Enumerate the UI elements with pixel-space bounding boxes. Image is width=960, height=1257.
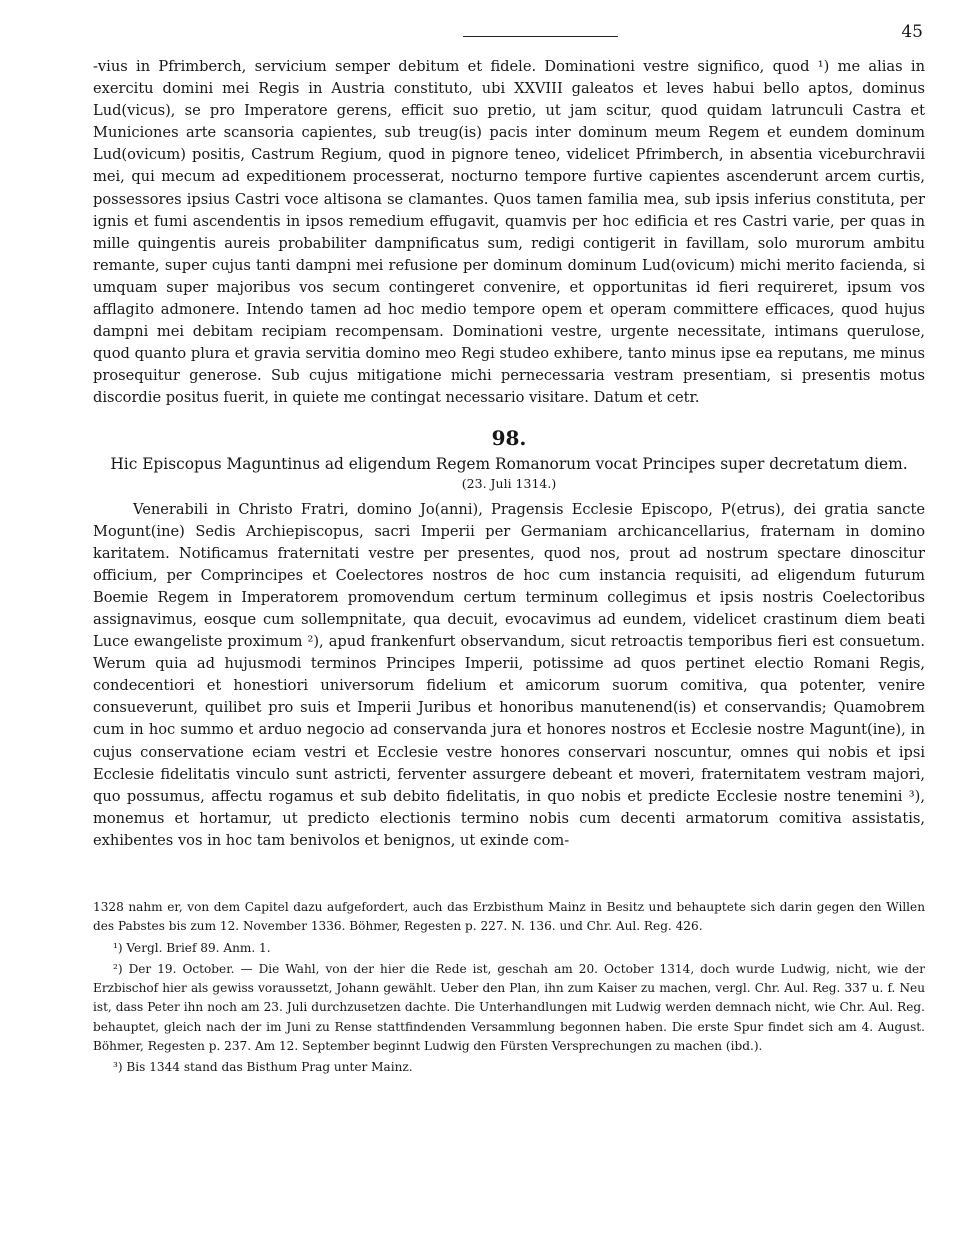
header-rule [463,36,618,37]
footnote-2: ²) Der 19. October. — Die Wahl, von der hier die Rede ist, geschah am 20. October 1314, doch wurde Ludwig, nicht, wie der Erzbischof hier als gewiss voraussetzt, Johann gewählt. Ueber den Plan, ihn zum Kaiser zu machen, vergl. Chr. Aul. Reg. 337 u. f. Neu ist, dass Peter ihn noch am 23. Juli durchzusetzen dachte. Die Unterhandlungen mit Ludwig werden demnach nicht, wie Chr. Aul. Reg. behauptet, gleich nach der im Juni zu Rense stattfindenden Versammlung begonnen haben. Die erste Spur findet sich am 4. August. Böhmer, Regesten p. 237. Am 12. September beginnt Ludwig den Fürsten Versprechungen zu machen (ibd.). [93,961,925,1054]
document-number: 98. [491,425,527,450]
footnote-continuation: 1328 nahm er, von dem Capitel dazu aufgefordert, auch das Erzbisthum Mainz in Besitz und behauptete sich darin gegen den Willen des Pabstes bis zum 12. November 1336. Böhmer, Regesten p. 227. N. 136. und Chr. Aul. Reg. 426. [93,900,925,934]
footnotes [93,898,925,1078]
document-date: (23. Juli 1314.) [461,475,557,491]
footnote-3: ³) Bis 1344 stand das Bisthum Prag unter Mainz. [113,1060,413,1075]
footnote-1: ¹) Vergl. Brief 89. Anm. 1. [113,940,271,955]
document-heading: Hic Episcopus Maguntinus ad eligendum Regem Romanorum vocat Principes super decretatum diem. [110,454,908,473]
document-page [93,22,925,1080]
document-text: Venerabili in Christo Fratri, domino Jo(anni), Pragensis Ecclesie Episcopo, P(etrus), dei gratia sancte Mogunt(ine) Sedis Archiepiscopus, sacri Imperii per Germaniam archicancellarius, fraternam in domino karitatem. Notificamus fraternitati vestre per presentes, quod nos, prout ad nostrum spectare dinoscitur officium, per Comprincipes et Coelectores nostros de hoc cum instancia requisiti, ad eligendum futurum Boemie Regem in Imperatorem promovendum certum terminum collegimus et ipsis nostris Coelectoribus assignavimus, eosque cum sollempnitate, qua decuit, evocavimus ad eundem, videlicet crastinum diem beati Luce ewangeliste proximum ²), apud frankenfurt observandum, sicut retroactis temporibus fieri est consuetum. Werum quia ad hujusmodi terminos Principes Imperii, potissime ad quos pertinet electio Romani Regis, condecentiori et honestiori universorum fidelium et amicorum suorum comitiva, qua potenter, venire consueverunt, quilibet pro suis et Imperii Juribus et honoribus manutenend(is) et conservandis; Quamobrem cum in hoc summo et arduo negocio ad conservanda jura et honores nostros et Ecclesie nostre Magunt(ine), in cujus conservatione eciam vestri et Ecclesie vestre honores conservari noscuntur, omnes qui nobis et ipsi Ecclesie fidelitatis vinculo sunt astricti, ferventer assurgere debeant et moveri, fraternitatem vestram majori, quo possumus, affectu rogamus et sub debito fidelitatis, in quo nobis et predicte Ecclesie nostre tenemini ³), monemus et hortamur, ut predicto electionis termino nobis cum decenti armatorum comitiva assistatis, exhibentes vos in hoc tam benivolos et benignos, ut exinde com- [93,500,925,849]
letter-paragraph: -vius in Pfrimberch, servicium semper debitum et fidele. Dominationi vestre significo, quod ¹) me alias in exercitu domini mei Regis in Austria constituto, ubi XXVIII galeatos et leves habui bello aptos, dominus Lud(vicus), se pro Imperatore gerens, efficit suo pretio, ut jam scitur, quod quidam latrunculi Castra et Municiones arte scansoria capientes, sub treug(is) pacis inter dominum meum Regem et eundem dominum Lud(ovicum) positis, Castrum Regium, quod in pignore teneo, videlicet Pfrimberch, in absentia viceburchravii mei, qui mecum ad expeditionem processerat, nocturno tempore furtive capientes ascenderunt arcem curtis, possessores ipsius Castri voce altisona se clamantes. Quos tamen familia mea, sub ipsis inferius constituta, per ignis et fumi ascendentis in ipsos remedium effugavit, quamvis per hoc edificia et res Castri varie, per quas in mille quingentis aureis probabiliter dampnificatus sum, redigi contigerit in favillam, solo murorum ambitu remante, super cujus tanti dampni mei refusione per dominum dominum Lud(ovicum) michi merito facienda, si umquam super majoribus vos secum contingeret convenire, et opportunitas id fieri requireret, ipsum vos afflagito admonere. Intendo tamen ad hoc medio tempore opem et operam committere efficaces, quod hujus dampni mei debitam recipiam recompensam. Dominationi vestre, urgente necessitate, intimans querulose, quod quanto plura et gravia servitia domino meo Regi studeo exhibere, tanto minus ipse ea reputans, me minus prosequitur generose. Sub cujus mitigatione michi pernecessaria vestram presentiam, si presentis motus discordie positus fuerit, in quiete me contingat necessario visitare. Datum et cetr. [93,58,925,407]
page-header [93,22,925,56]
page-number: 45 [901,22,923,42]
